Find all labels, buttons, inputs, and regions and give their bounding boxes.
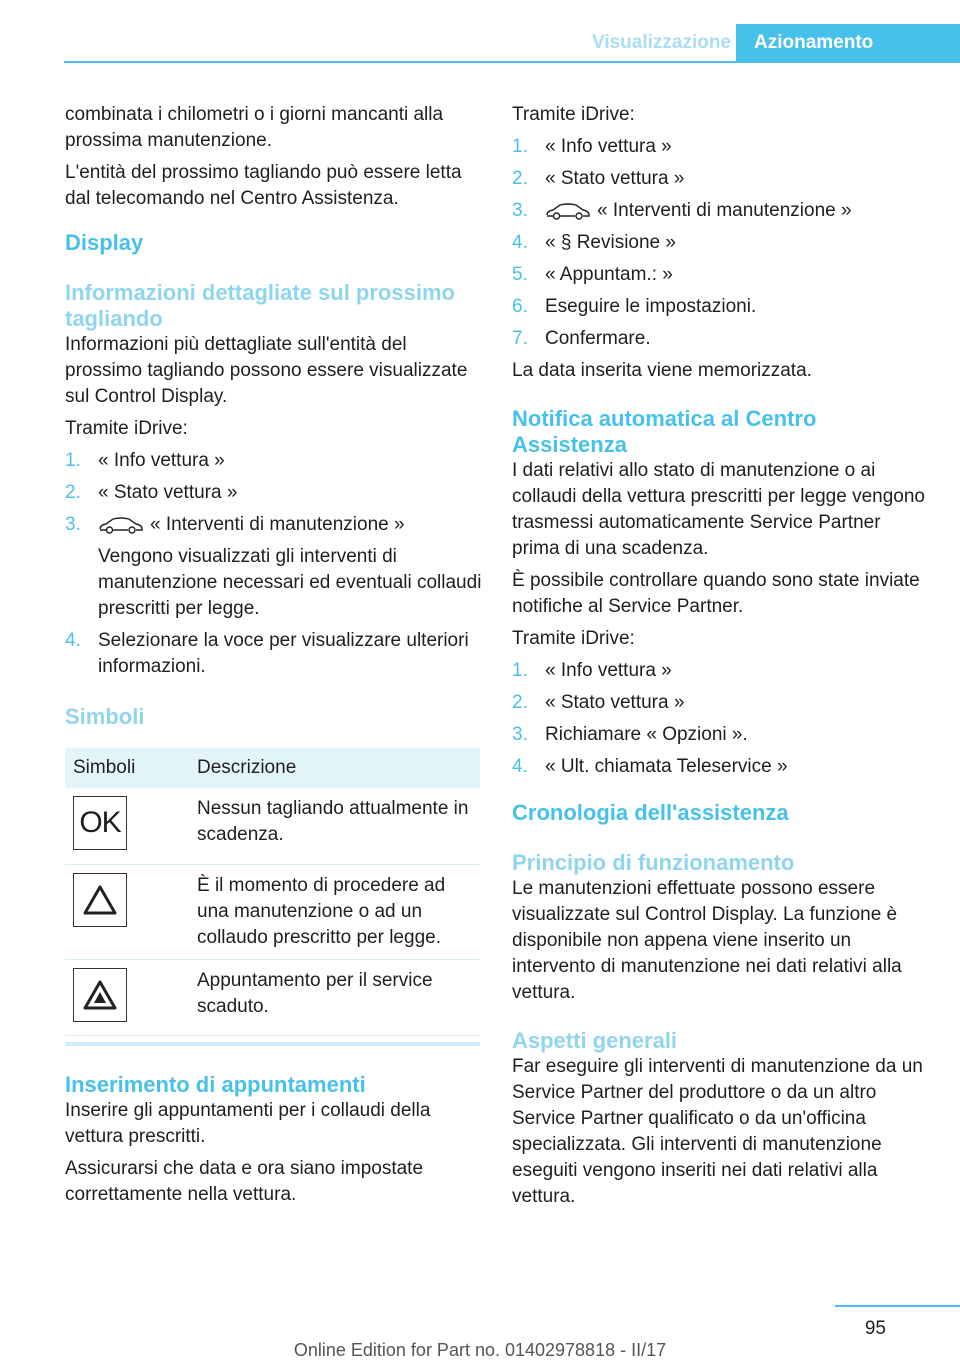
table-row [65,788,480,864]
paragraph: combinata i chilometri o i giorni mancanti alla prossima manutenzione. [65,104,444,151]
warning-triangle-icon [73,873,127,927]
table-header-row [65,748,480,788]
symbols-table [65,748,480,1036]
table-row [65,959,480,1035]
heading-info-tagliando: Informazioni dettagliate sul prossimo tagliando [65,280,455,331]
paragraph: È possibile controllare quando sono state inviate notifiche al Service Partner. [512,570,920,617]
list-item: 4. « § Revisione » [512,232,676,253]
header-tabs [576,24,960,62]
ok-symbol-icon: OK [73,796,127,850]
paragraph: Tramite iDrive: [512,628,635,649]
list-item: 2. « Stato vettura » [512,692,685,713]
car-service-icon [545,202,591,220]
list-item: 4. « Ult. chiamata Teleservice » [512,756,788,777]
list-item: 2. « Stato vettura » [65,482,238,503]
heading-display: Display [65,230,144,255]
page-number: 95 [864,1318,886,1339]
paragraph: Tramite iDrive: [65,418,188,439]
table-header: Descrizione [189,748,480,788]
table-header: Simboli [65,748,189,788]
list-item: 3. Richiamare « Opzioni ». [512,724,748,745]
list-item: 6. Eseguire le impostazioni. [512,296,757,317]
right-column [512,102,932,1216]
heading-inserimento: Inserimento di appuntamenti [65,1071,366,1097]
paragraph: Tramite iDrive: [512,104,635,125]
heading-simboli: Simboli [65,704,145,729]
steps-list [65,448,485,680]
paragraph: Far eseguire gli interventi di manutenzione da un Service Partner del produttore o da un altro Service Partner qualificato o da un'officina specializzata. Gli interventi di manutenzione eseguiti vengono inseriti nei dati relativi alla vettura. [512,1056,923,1207]
footer-rule [835,1305,960,1307]
paragraph: La data inserita viene memorizzata. [512,360,812,381]
steps-list [512,134,932,352]
list-item: 3. « Interventi di manutenzione » Vengono visualizzati gli interventi di manutenzione necessari ed eventuali collaudi prescritti per legge. [65,512,485,622]
heading-notifica: Notifica automatica al Centro Assistenza [512,406,817,457]
step-detail: Vengono visualizzati gli interventi di manutenzione necessari ed eventuali collaudi prescritti per legge. [98,546,482,619]
car-service-icon [98,516,144,534]
paragraph: Assicurarsi che data e ora siano impostate correttamente nella vettura. [65,1157,424,1205]
list-item: 1. « Info vettura » [512,660,672,681]
paragraph: Informazioni più dettagliate sull'entità del prossimo tagliando possono essere visualizzate sul Control Display. [65,334,468,407]
left-column [65,102,485,1214]
edition-footer: Online Edition for Part no. 01402978818 - II/17 [293,1340,667,1360]
list-item: 1. « Info vettura » [65,450,225,471]
header-rule [64,61,960,63]
table-row [65,864,480,959]
list-item: 1. « Info vettura » [512,136,672,157]
table-end-rule [65,1042,480,1046]
paragraph: Inserire gli appuntamenti per i collaudi della vettura prescritti. [65,1099,431,1147]
overdue-triangle-icon [73,968,127,1022]
tab-visualizzazione: Visualizzazione [592,32,732,53]
list-item: 2. « Stato vettura » [512,168,685,189]
list-item: 3. « Interventi di manutenzione » [512,200,852,221]
steps-list [512,658,932,780]
paragraph: I dati relativi allo stato di manutenzione o ai collaudi della vettura prescritti per legge vengono trasmessi automaticamente Service Partner prima di una scadenza. [512,460,925,559]
paragraph: Le manutenzioni effettuate possono essere visualizzate sul Control Display. La funzione è disponibile non appena viene inserito un intervento di manutenzione nei dati relativi alla vettura. [512,878,902,1003]
tab-azionamento: Azionamento [736,24,960,62]
list-item: 5. « Appuntam.: » [512,264,673,285]
paragraph: L'entità del prossimo tagliando può essere letta dal telecomando nel Centro Assistenza. [65,162,462,209]
table-cell: È il momento di procedere ad una manutenzione o ad un collaudo prescritto per legge. [189,864,480,959]
heading-principio: Principio di funzionamento [512,850,795,875]
heading-aspetti: Aspetti generali [512,1028,678,1053]
table-cell: Appuntamento per il service scaduto. [189,959,480,1035]
list-item: 7. Confermare. [512,328,651,349]
table-cell: Nessun tagliando attualmente in scadenza. [189,788,480,864]
list-item: 4. Selezionare la voce per visualizzare ulteriori informazioni. [65,630,469,677]
heading-cronologia: Cronologia dell'assistenza [512,800,789,825]
